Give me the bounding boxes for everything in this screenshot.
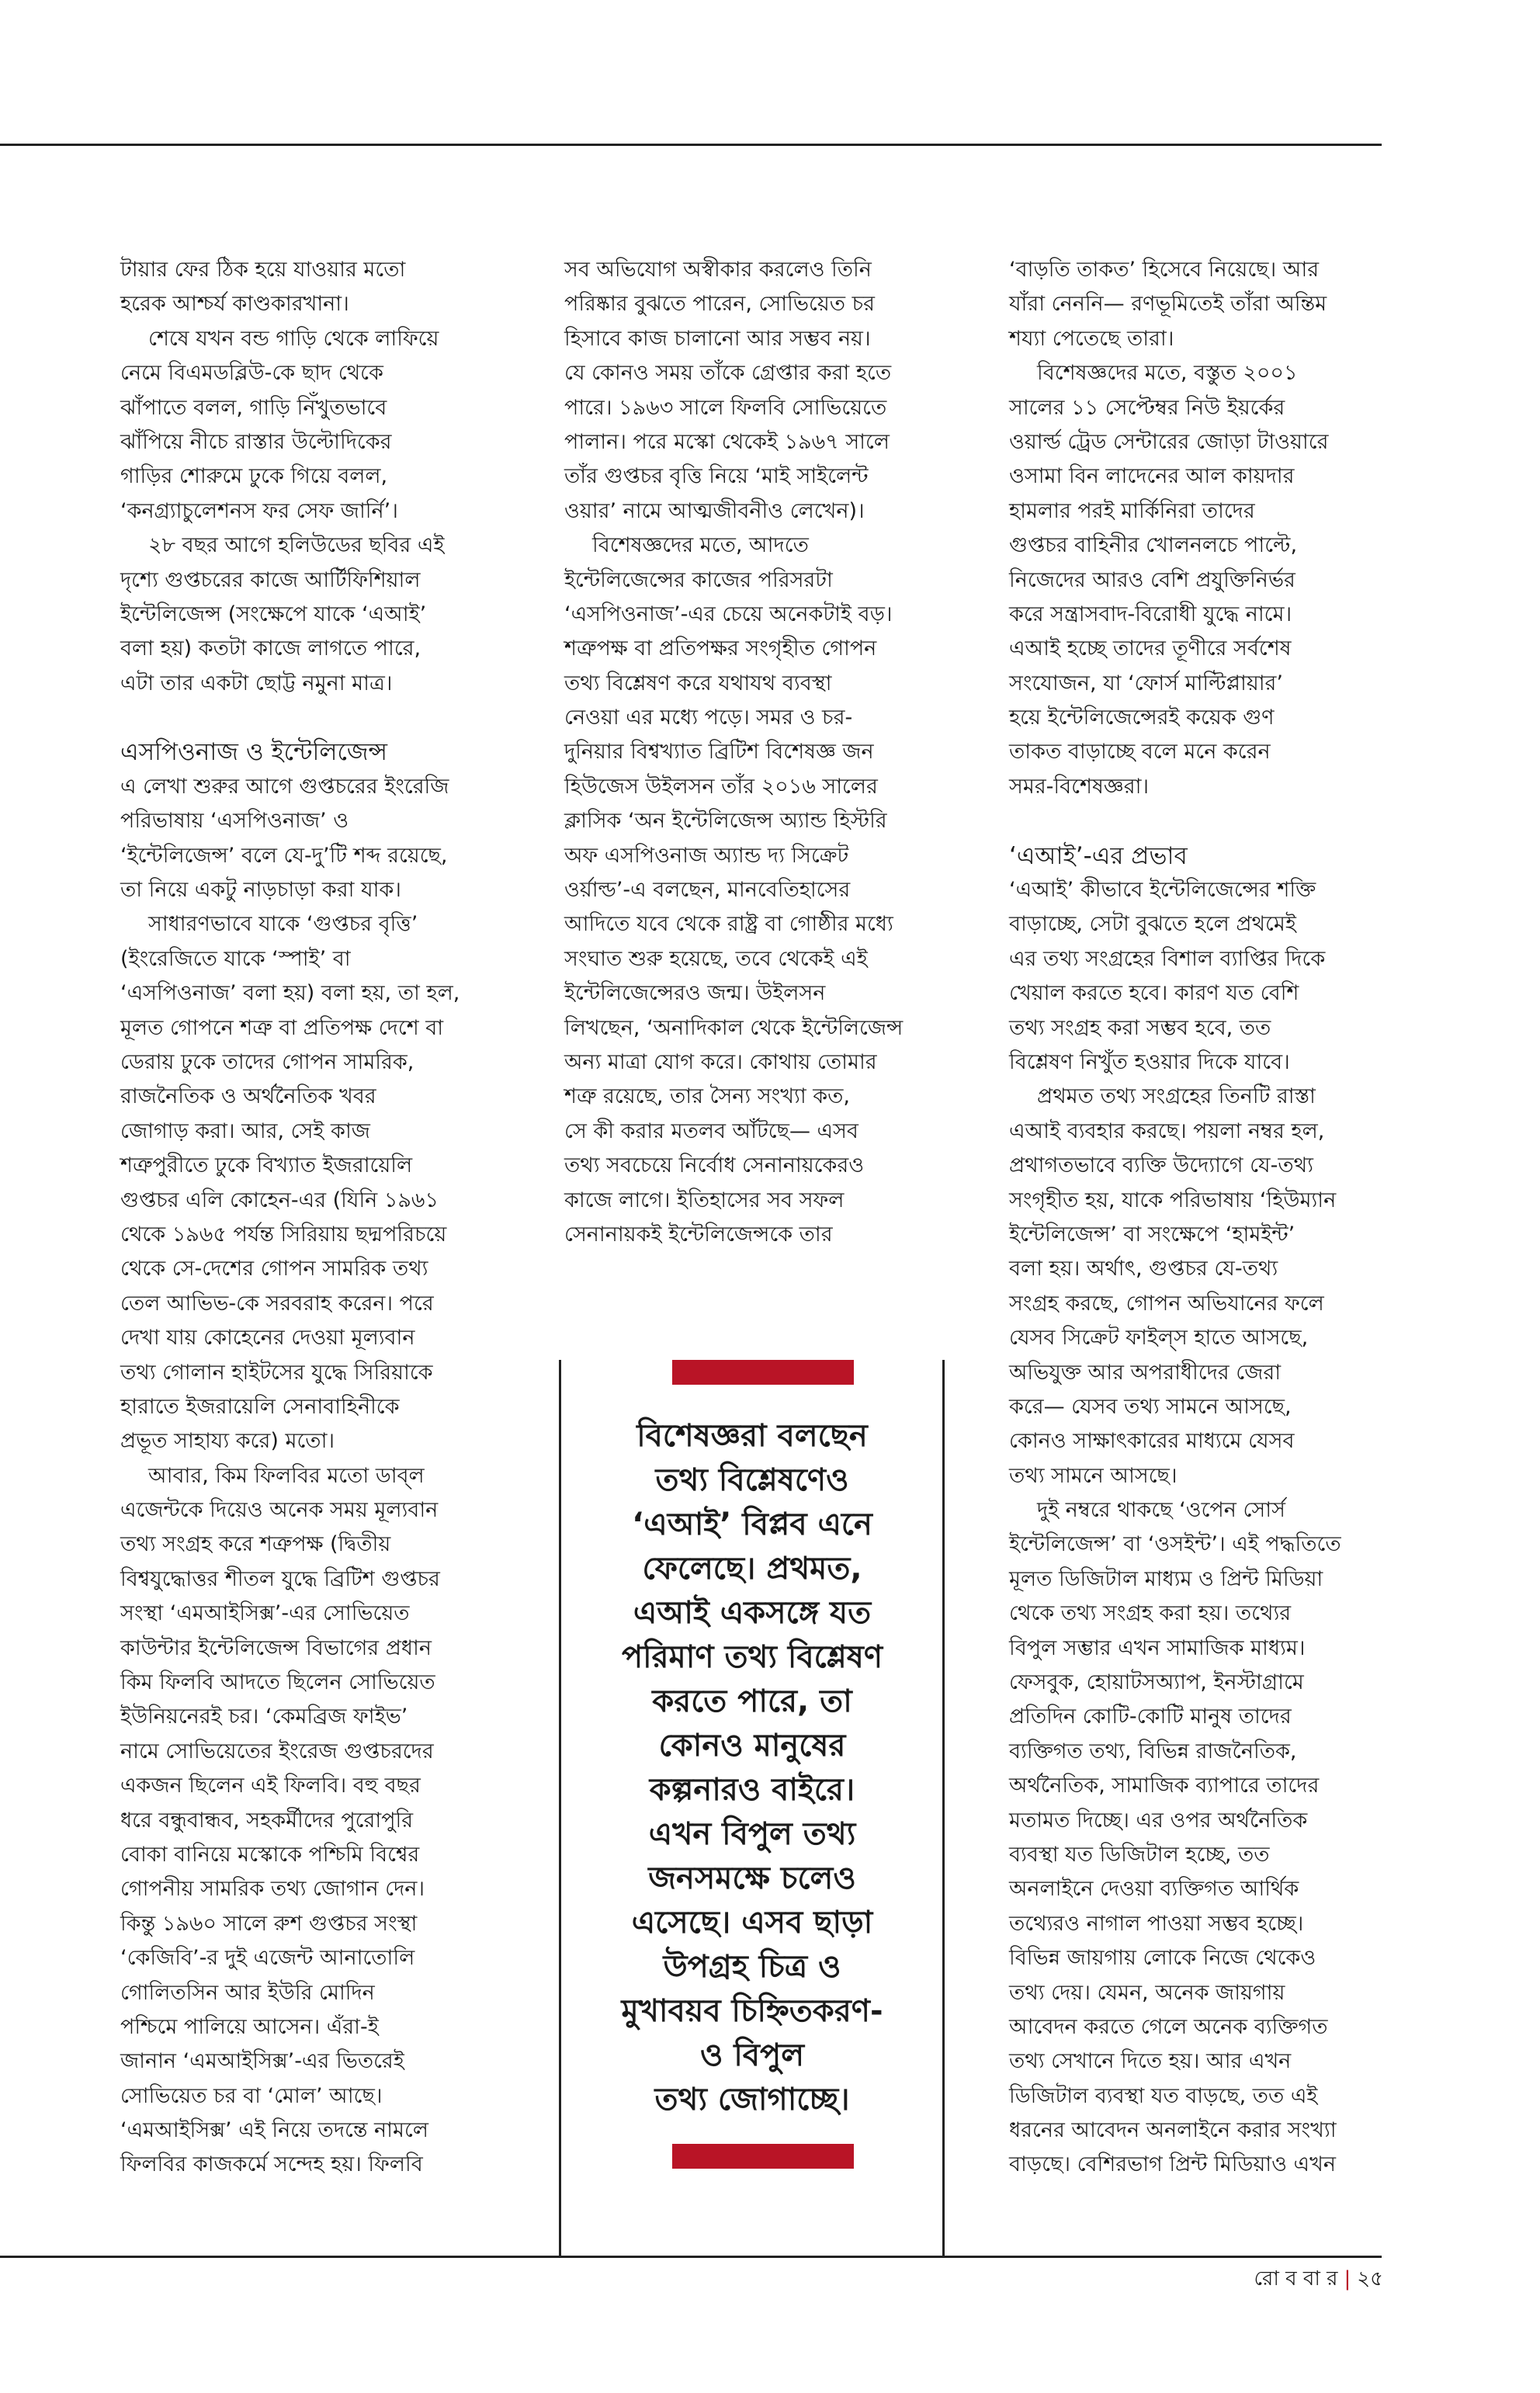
pull-quote (562, 1414, 942, 2122)
text-line: তথ্য সামনে আসছে। (1009, 1463, 1178, 1488)
text-line: সংঘাত শুরু হয়েছে, তবে থেকেই এই (564, 946, 868, 971)
text-line: বিপুল সম্ভার এখন সামাজিক মাধ্যম। (1009, 1635, 1306, 1660)
text-line: শয্যা পেতেছে তারা। (1009, 326, 1174, 351)
text-line: নামে সোভিয়েতের ইংরেজ গুপ্তচরদের (120, 1739, 434, 1764)
page-footer (1254, 2263, 1383, 2297)
text-line: কিম ফিলবি আদতে ছিলেন সোভিয়েত (120, 1670, 435, 1695)
text-line: সালের ১১ সেপ্টেম্বর নিউ ইয়র্কের (1009, 395, 1285, 420)
text-line: দৃশ্যে গুপ্তচরের কাজে আর্টিফিশিয়াল (120, 567, 421, 592)
text-line: তথ্য গোলান হাইটসের যুদ্ধে সিরিয়াকে (120, 1360, 433, 1385)
text-line: দুই নম্বরে থাকছে ‘ওপেন সোর্স (1037, 1498, 1285, 1523)
pull-quote-line: পরিমাণ তথ্য বিশ্লেষণ (621, 1639, 883, 1675)
column-divider-left (559, 1360, 561, 2257)
text-line: ইউনিয়নেরই চর। ‘কেমব্রিজ ফাইভ’ (120, 1705, 408, 1729)
text-line: তথ্যেরও নাগাল পাওয়া সম্ভব হচ্ছে। (1009, 1911, 1304, 1936)
text-line: শত্রুপক্ষ বা প্রতিপক্ষর সংগৃহীত গোপন (564, 636, 877, 661)
text-line: ইন্টেলিজেন্সেরও জন্ম। উইলসন (564, 981, 826, 1006)
text-line: বলা হয়) কতটা কাজে লাগতে পারে, (120, 636, 421, 661)
text-line: ডেরায় ঢুকে তাদের গোপন সামরিক, (120, 1049, 414, 1074)
text-line: সংযোজন, যা ‘ফোর্স মাল্টিপ্লায়ার’ (1009, 671, 1283, 695)
text-line: ফেসবুক, হোয়াটসঅ্যাপ, ইনস্টাগ্রামে (1009, 1670, 1304, 1695)
text-line: ইন্টেলিজেন্স (সংক্ষেপে যাকে ‘এআই’ (120, 602, 427, 626)
text-line: সংগৃহীত হয়, যাকে পরিভাষায় ‘হিউম্যান (1009, 1188, 1337, 1212)
text-line: শেষে যখন বন্ড গাড়ি থেকে লাফিয়ে (148, 326, 439, 351)
text-line: প্রথাগতভাবে ব্যক্তি উদ্যোগে যে-তথ্য (1009, 1153, 1313, 1178)
text-line: থেকে সে-দেশের গোপন সামরিক তথ্য (120, 1257, 428, 1281)
text-line: ধরনের আবেদন অনলাইনে করার সংখ্যা (1009, 2118, 1337, 2143)
text-line: করে সন্ত্রাসবাদ-বিরোধী যুদ্ধে নামে। (1009, 602, 1292, 626)
text-line: এজেন্টকে দিয়েও অনেক সময় মূল্যবান (120, 1498, 439, 1523)
pull-quote-line: উপগ্রহ চিত্র ও (663, 1949, 841, 1985)
text-line: তথ্য সেখানে দিতে হয়। আর এখন (1009, 2049, 1292, 2074)
text-line: তথ্য দেয়। যেমন, অনেক জায়গায় (1009, 1980, 1285, 2005)
text-line: ব্যবস্থা যত ডিজিটাল হচ্ছে, তত (1009, 1842, 1270, 1867)
pull-quote-line: জনসমক্ষে চলেও (648, 1861, 856, 1896)
text-line: কোনও সাক্ষাৎকারের মাধ্যমে যেসব (1009, 1429, 1295, 1454)
text-line: তাঁর গুপ্তচর বৃত্তি নিয়ে ‘মাই সাইলেন্ট (564, 464, 869, 489)
text-line: ওসামা বিন লাদেনের আল কায়দার (1009, 464, 1295, 489)
pull-quote-bottom-bar (672, 2144, 854, 2169)
text-line: কাজে লাগে। ইতিহাসের সব সফল (564, 1188, 845, 1212)
text-line: এআই হচ্ছে তাদের তূণীরে সর্বশেষ (1009, 636, 1292, 661)
text-line: পরিভাষায় ‘এসপিওনাজ’ ও (120, 809, 349, 834)
pull-quote-line: এখন বিপুল তথ্য (648, 1816, 856, 1852)
top-rule (0, 144, 1382, 146)
text-line: ‘বাড়তি তাকত’ হিসেবে নিয়েছে। আর (1009, 258, 1320, 282)
text-line: সে কী করার মতলব আঁটছে— এসব (564, 1118, 858, 1143)
text-line: ২৮ বছর আগে হলিউডের ছবির এই (148, 533, 445, 558)
text-line: এ লেখা শুরুর আগে গুপ্তচরের ইংরেজি (120, 774, 449, 799)
text-line: গুপ্তচর এলি কোহেন-এর (যিনি ১৯৬১ (120, 1188, 439, 1212)
text-line: ‘কেজিবি’-র দুই এজেন্ট আনাতোলি (120, 1946, 415, 1971)
text-line: অর্থনৈতিক, সামাজিক ব্যাপারে তাদের (1009, 1774, 1320, 1798)
text-line: ‘ইন্টেলিজেন্স’ বলে যে-দু’টি শব্দ রয়েছে, (120, 843, 448, 868)
pull-quote-line: কোনও মানুষের (658, 1728, 846, 1764)
text-line: এর তথ্য সংগ্রহের বিশাল ব্যাপ্তির দিকে (1009, 946, 1326, 971)
text-line: শত্রু রয়েছে, তার সৈন্য সংখ্যা কত, (564, 1084, 850, 1109)
text-line: ওয়ার’ নামে আত্মজীবনীও লেখেন)। (564, 498, 865, 523)
text-line: রাজনৈতিক ও অর্থনৈতিক খবর (120, 1084, 376, 1109)
pull-quote-line: করতে পারে, তা (652, 1684, 852, 1719)
text-line: বলা হয়। অর্থাৎ, গুপ্তচর যে-তথ্য (1009, 1257, 1278, 1281)
text-line: অফ এসপিওনাজ অ্যান্ড দ্য সিক্রেট (564, 843, 849, 868)
text-line: বিভিন্ন জায়গায় লোকে নিজে থেকেও (1009, 1946, 1316, 1971)
text-line: হারাতে ইজরায়েলি সেনাবাহিনীকে (120, 1394, 400, 1419)
blank-line (1009, 804, 1397, 838)
text-line: প্রভূত সাহায্য করে) মতো। (120, 1429, 335, 1454)
pull-quote-top-bar (672, 1360, 854, 1385)
text-line: দুনিয়ার বিশ্বখ্যাত ব্রিটিশ বিশেষজ্ঞ জন (564, 740, 874, 765)
text-line: এআই ব্যবহার করছে। পয়লা নম্বর হল, (1009, 1118, 1325, 1143)
text-line: ‘এআই’ কীভাবে ইন্টেলিজেন্সের শক্তি (1009, 878, 1316, 903)
text-line: আদিতে যবে থেকে রাষ্ট্র বা গোষ্ঠীর মধ্যে (564, 912, 893, 937)
text-line: ওর্য়াল্ড’-এ বলছেন, মানবেতিহাসের (564, 878, 851, 903)
page-number: ২৫ (1357, 2267, 1383, 2291)
text-line: হয়ে ইন্টেলিজেন্সেরই কয়েক গুণ (1009, 706, 1275, 730)
text-line: কিন্তু ১৯৬০ সালে রুশ গুপ্তচর সংস্থা (120, 1911, 418, 1936)
text-line: সংগ্রহ করছে, গোপন অভিযানের ফলে (1009, 1291, 1324, 1316)
pull-quote-line: ‘এআই’ বিপ্লব এনে (632, 1507, 872, 1542)
pull-quote-line: ফেলেছে। প্রথমত, (642, 1551, 862, 1587)
text-line: যে কোনও সময় তাঁকে গ্রেপ্তার করা হতে (564, 361, 892, 386)
bottom-rule (0, 2256, 1382, 2258)
text-line: প্রতিদিন কোটি-কোটি মানুষ তাদের (1009, 1705, 1292, 1729)
text-line: নিজেদের আরও বেশি প্রযুক্তিনির্ভর (1009, 567, 1295, 592)
text-line: হিউজেস উইলসন তাঁর ২০১৬ সালের (564, 774, 878, 799)
text-line: তথ্য সবচেয়ে নির্বোধ সেনানায়কেরও (564, 1153, 865, 1178)
text-line: তথ্য সংগ্রহ করা সম্ভব হবে, তত (1009, 1015, 1271, 1040)
column-1 (120, 253, 508, 2183)
pull-quote-line: তথ্য বিশ্লেষণেও (655, 1462, 849, 1498)
text-line: তথ্য বিশ্লেষণ করে যথাযথ ব্যবস্থা (564, 671, 832, 695)
text-line: সাধারণভাবে যাকে ‘গুপ্তচর বৃত্তি’ (148, 912, 418, 937)
magazine-name: রো ব বা র (1254, 2267, 1338, 2291)
text-line: টায়ার ফের ঠিক হয়ে যাওয়ার মতো (120, 258, 406, 282)
text-line: হরেক আশ্চর্য কাণ্ডকারখানা। (120, 292, 349, 317)
text-line: খেয়াল করতে হবে। কারণ যত বেশি (1009, 981, 1299, 1006)
text-line: গাড়ির শোরুমে ঢুকে গিয়ে বলল, (120, 464, 388, 489)
text-line: ব্যক্তিগত তথ্য, বিভিন্ন রাজনৈতিক, (1009, 1739, 1297, 1764)
text-line: পশ্চিমে পালিয়ে আসেন। এঁরা-ই (120, 2014, 379, 2039)
text-line: ইন্টেলিজেন্সের কাজের পরিসরটা (564, 567, 833, 592)
text-line: ঝাঁপাতে বলল, গাড়ি নিঁখুতভাবে (120, 395, 387, 420)
text-line: আবার, কিম ফিলবির মতো ডাব্‌ল (148, 1463, 425, 1488)
pull-quote-line: মুখাবয়ব চিহ্নিতকরণ- (621, 1993, 883, 2029)
column-3 (1009, 253, 1397, 2183)
text-line: বিশ্লেষণ নিখুঁত হওয়ার দিকে যাবে। (1009, 1049, 1290, 1074)
text-line: ডিজিটাল ব্যবস্থা যত বাড়ছে, তত এই (1009, 2083, 1318, 2108)
text-line: ‘কনগ্র্যাচুলেশনস ফর সেফ জার্নি’। (120, 498, 398, 523)
text-line: ফিলবির কাজকর্মে সন্দেহ হয়। ফিলবি (120, 2152, 423, 2177)
text-line: ‘এসপিওনাজ’ বলা হয়) বলা হয়, তা হল, (120, 981, 460, 1006)
text-line: ঝাঁপিয়ে নীচে রাস্তার উল্টোদিকের (120, 429, 392, 454)
text-line: বিশেষজ্ঞদের মতে, আদতে (592, 533, 809, 558)
text-line: শত্রুপুরীতে ঢুকে বিখ্যাত ইজরায়েলি (120, 1153, 413, 1178)
pull-quote-line: ও বিপুল (699, 2038, 805, 2073)
text-line: বাড়াচ্ছে, সেটা বুঝতে হলে প্রথমেই (1009, 912, 1296, 937)
text-line: সমর-বিশেষজ্ঞরা। (1009, 774, 1150, 799)
text-line: তাকত বাড়াচ্ছে বলে মনে করেন (1009, 740, 1271, 765)
text-line: সংস্থা ‘এমআইসিক্স’-এর সোভিয়েত (120, 1601, 410, 1626)
text-line: আবেদন করতে গেলে অনেক ব্যক্তিগত (1009, 2014, 1328, 2039)
pull-quote-line: বিশেষজ্ঞরা বলছেন (636, 1418, 868, 1454)
text-line: বোকা বানিয়ে মস্কোকে পশ্চিমি বিশ্বের (120, 1842, 420, 1867)
pull-quote-line: কল্পনারও বাইরে। (649, 1772, 855, 1808)
text-line: অনলাইনে দেওয়া ব্যক্তিগত আর্থিক (1009, 1877, 1299, 1902)
text-line: ধরে বন্ধুবান্ধব, সহকর্মীদের পুরোপুরি (120, 1808, 414, 1833)
text-line: তথ্য সংগ্রহ করে শত্রুপক্ষ (দ্বিতীয় (120, 1532, 391, 1557)
text-line: হামলার পরই মার্কিনিরা তাদের (1009, 498, 1255, 523)
text-line: গুপ্তচর বাহিনীর খোলনলচে পাল্টে, (1009, 533, 1298, 558)
text-line: বিশ্বযুদ্ধোত্তর শীতল যুদ্ধে ব্রিটিশ গুপ্তচর (120, 1566, 440, 1591)
pull-quote-line: এআই একসঙ্গে যত (633, 1595, 872, 1631)
text-line: যাঁরা নেননি— রণভূমিতেই তাঁরা অন্তিম (1009, 292, 1327, 317)
text-line: সোভিয়েত চর বা ‘মোল’ আছে। (120, 2083, 383, 2108)
text-line: কাউন্টার ইন্টেলিজেন্স বিভাগের প্রধান (120, 1635, 432, 1660)
text-line: ‘এসপিওনাজ’-এর চেয়ে অনেকটাই বড়। (564, 602, 893, 626)
text-line: সেনানায়কই ইন্টেলিজেন্সকে তার (564, 1222, 833, 1247)
text-line: ওয়ার্ল্ড ট্রেড সেন্টারের জোড়া টাওয়ারে (1009, 429, 1329, 454)
blank-line (120, 701, 508, 735)
text-line: এটা তার একটা ছোট্ট নমুনা মাত্র। (120, 671, 393, 695)
text-line: একজন ছিলেন এই ফিলবি। বহু বছর (120, 1774, 421, 1798)
pull-quote-line: এসেছে। এসব ছাড়া (631, 1905, 873, 1940)
pull-quote-line: তথ্য জোগাচ্ছে। (654, 2082, 850, 2117)
text-line: ‘এমআইসিক্স’ এই নিয়ে তদন্তে নামলে (120, 2118, 428, 2143)
text-line: পালান। পরে মস্কো থেকেই ১৯৬৭ সালে (564, 429, 890, 454)
section-heading: ‘এআই’-এর প্রভাব (1009, 841, 1188, 870)
text-line: পারে। ১৯৬৩ সালে ফিলবি সোভিয়েতে (564, 395, 887, 420)
text-line: মতামত দিচ্ছে। এর ওপর অর্থনৈতিক (1009, 1808, 1308, 1833)
text-line: (ইংরেজিতে যাকে ‘স্পাই’ বা (120, 946, 351, 971)
text-line: মূলত গোপনে শত্রু বা প্রতিপক্ষ দেশে বা (120, 1015, 444, 1040)
text-line: জানান ‘এমআইসিক্স’-এর ভিতরেই (120, 2049, 404, 2074)
text-line: গোপনীয় সামরিক তথ্য জোগান দেন। (120, 1877, 425, 1902)
text-line: তেল আভিভ-কে সরবরাহ করেন। পরে (120, 1291, 434, 1316)
text-line: নেমে বিএমডব্লিউ-কে ছাদ থেকে (120, 361, 383, 386)
text-line: লিখছেন, ‘অনাদিকাল থেকে ইন্টেলিজেন্স (564, 1015, 904, 1040)
text-line: বাড়ছে। বেশিরভাগ প্রিন্ট মিডিয়াও এখন (1009, 2152, 1336, 2177)
text-line: অন্য মাত্রা যোগ করে। কোথায় তোমার (564, 1049, 877, 1074)
text-line: পরিষ্কার বুঝতে পারেন, সোভিয়েত চর (564, 292, 875, 317)
text-line: ইন্টেলিজেন্স’ বা ‘ওসইন্ট’। এই পদ্ধতিতে (1009, 1532, 1341, 1557)
text-line: হিসাবে কাজ চালানো আর সম্ভব নয়। (564, 326, 871, 351)
column-2 (564, 253, 952, 1252)
column-divider-right (942, 1360, 945, 2257)
text-line: তা নিয়ে একটু নাড়চাড়া করা যাক। (120, 878, 401, 903)
text-line: ইন্টেলিজেন্স’ বা সংক্ষেপে ‘হামইন্ট’ (1009, 1222, 1295, 1247)
text-line: ক্লাসিক ‘অন ইন্টেলিজেন্স অ্যান্ড হিস্টরি (564, 809, 887, 834)
text-line: জোগাড় করা। আর, সেই কাজ (120, 1118, 370, 1143)
text-line: থেকে ১৯৬৫ পর্যন্ত সিরিয়ায় ছদ্মপরিচয়ে (120, 1222, 447, 1247)
footer-separator: | (1344, 2267, 1351, 2291)
text-line: অভিযুক্ত আর অপরাধীদের জেরা (1009, 1360, 1282, 1385)
text-line: প্রথমত তথ্য সংগ্রহের তিনটি রাস্তা (1037, 1084, 1316, 1109)
text-line: দেখা যায় কোহেনের দেওয়া মূল্যবান (120, 1326, 415, 1351)
text-line: যেসব সিক্রেট ফাইল্‌স হাতে আসছে, (1009, 1326, 1309, 1351)
text-line: সব অভিযোগ অস্বীকার করলেও তিনি (564, 258, 872, 282)
text-line: মূলত ডিজিটাল মাধ্যম ও প্রিন্ট মিডিয়া (1009, 1566, 1323, 1591)
section-heading: এসপিওনাজ ও ইন্টেলিজেন্স (120, 738, 388, 767)
text-line: বিশেষজ্ঞদের মতে, বস্তুত ২০০১ (1037, 361, 1298, 386)
text-line: করে— যেসব তথ্য সামনে আসছে, (1009, 1394, 1292, 1419)
text-line: নেওয়া এর মধ্যে পড়ে। সমর ও চর- (564, 706, 853, 730)
text-line: থেকে তথ্য সংগ্রহ করা হয়। তথ্যের (1009, 1601, 1292, 1626)
text-line: গোলিতসিন আর ইউরি মোদিন (120, 1980, 375, 2005)
